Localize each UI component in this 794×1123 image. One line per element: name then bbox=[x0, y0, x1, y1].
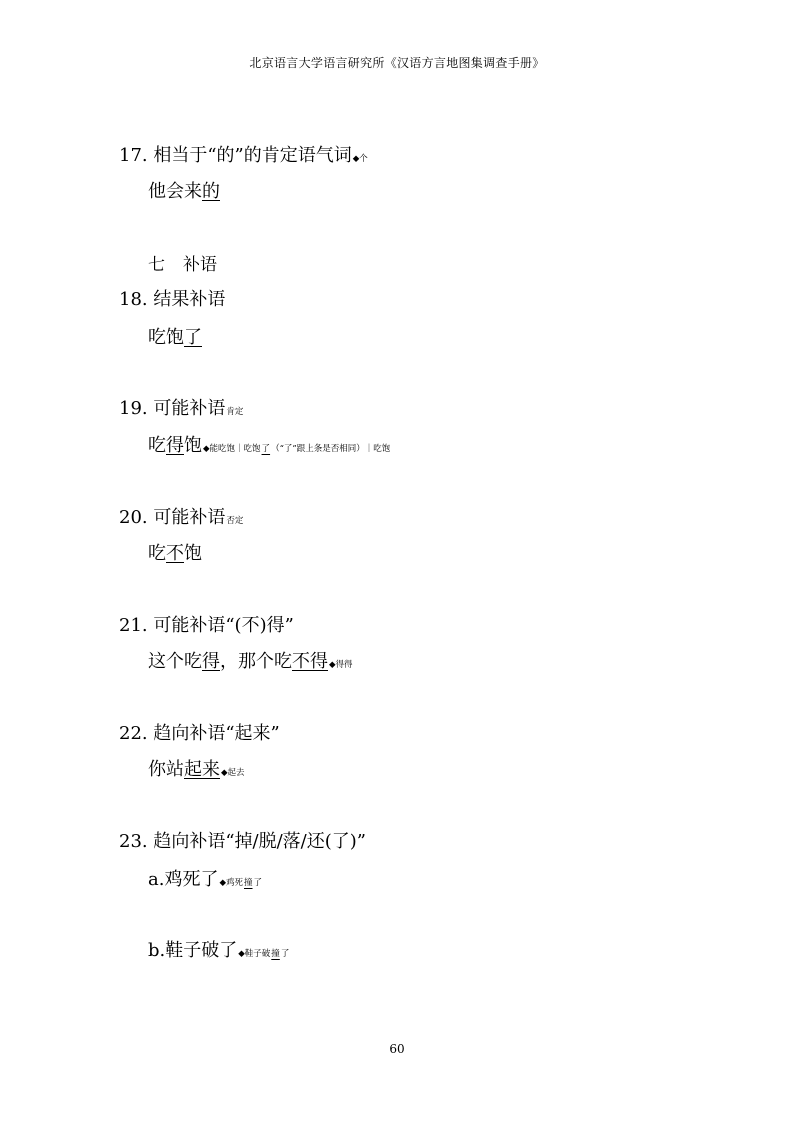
example-text: ，那个吃 bbox=[220, 651, 292, 672]
item-21-note: ◆得得 bbox=[329, 660, 353, 670]
example-text: 吃 bbox=[148, 543, 166, 564]
item-19-title bbox=[119, 398, 243, 423]
item-22-title: 22. 趋向补语“起来” bbox=[119, 723, 280, 744]
item-20-title bbox=[119, 507, 243, 532]
item-18-title: 18. 结果补语 bbox=[119, 289, 226, 310]
underlined-word: 不 bbox=[166, 543, 184, 564]
item-17-note: ◆个 bbox=[352, 154, 368, 164]
item-19-title-text: 19. 可能补语 bbox=[119, 398, 226, 419]
underlined-word: 了 bbox=[184, 327, 202, 348]
item-20-example bbox=[148, 543, 202, 565]
section-heading bbox=[148, 254, 217, 276]
example-text: 吃饱 bbox=[148, 327, 184, 348]
item-19-example bbox=[148, 435, 390, 460]
item-18-example bbox=[148, 327, 202, 349]
example-text: 他会来 bbox=[148, 181, 202, 202]
example-text: 你站 bbox=[148, 759, 184, 780]
underlined-word: 得 bbox=[166, 435, 184, 456]
item-19-note: ◆能吃饱｜吃饱 bbox=[203, 444, 261, 454]
item-20-title-text: 20. 可能补语 bbox=[119, 507, 226, 528]
example-text: 吃 bbox=[148, 435, 166, 456]
item-21-example bbox=[148, 651, 353, 676]
item-23a-note-tail: 了 bbox=[253, 878, 263, 888]
item-23a-note: ◆鸡死 bbox=[219, 878, 243, 888]
example-text: 饱 bbox=[184, 543, 202, 564]
item-20-tag: 否定 bbox=[226, 516, 244, 526]
underlined-word: 不得 bbox=[292, 651, 328, 672]
underlined-word: 起来 bbox=[184, 759, 220, 780]
item-23a-note-underlined: 撞 bbox=[244, 878, 253, 888]
page-number: 60 bbox=[389, 1042, 405, 1056]
example-text: a.鸡死了 bbox=[148, 869, 219, 890]
item-17-title-text: 17. 相当于“的”的肯定语气词 bbox=[119, 145, 352, 166]
item-23b-note-underlined: 撞 bbox=[271, 949, 280, 959]
page-header: 北京语言大学语言研究所《汉语方言地图集调查手册》 bbox=[249, 56, 545, 70]
item-19-note-tail: （“了”跟上条是否相同）｜吃饱 bbox=[271, 444, 391, 454]
example-text: 饱 bbox=[184, 435, 202, 456]
item-17-title bbox=[119, 145, 368, 170]
item-17-example bbox=[148, 181, 220, 203]
section-number: 七 bbox=[148, 255, 165, 275]
item-23-example-b bbox=[148, 940, 289, 965]
item-23-example-a bbox=[148, 869, 262, 894]
item-21-title: 21. 可能补语“(不)得” bbox=[119, 615, 294, 636]
underlined-word: 的 bbox=[202, 181, 220, 202]
item-23-title: 23. 趋向补语“掉/脱/落/还(了)” bbox=[119, 831, 366, 852]
item-22-note: ◆起去 bbox=[221, 768, 245, 778]
item-23b-note: ◆鞋子破 bbox=[238, 949, 271, 959]
item-22-example bbox=[148, 759, 245, 784]
example-text: 这个吃 bbox=[148, 651, 202, 672]
example-text: b.鞋子破了 bbox=[148, 940, 238, 961]
item-19-note-underlined: 了 bbox=[261, 444, 271, 454]
item-23b-note-tail: 了 bbox=[280, 949, 290, 959]
section-title: 补语 bbox=[183, 255, 217, 275]
item-19-tag: 肯定 bbox=[226, 407, 244, 417]
underlined-word: 得 bbox=[202, 651, 220, 672]
